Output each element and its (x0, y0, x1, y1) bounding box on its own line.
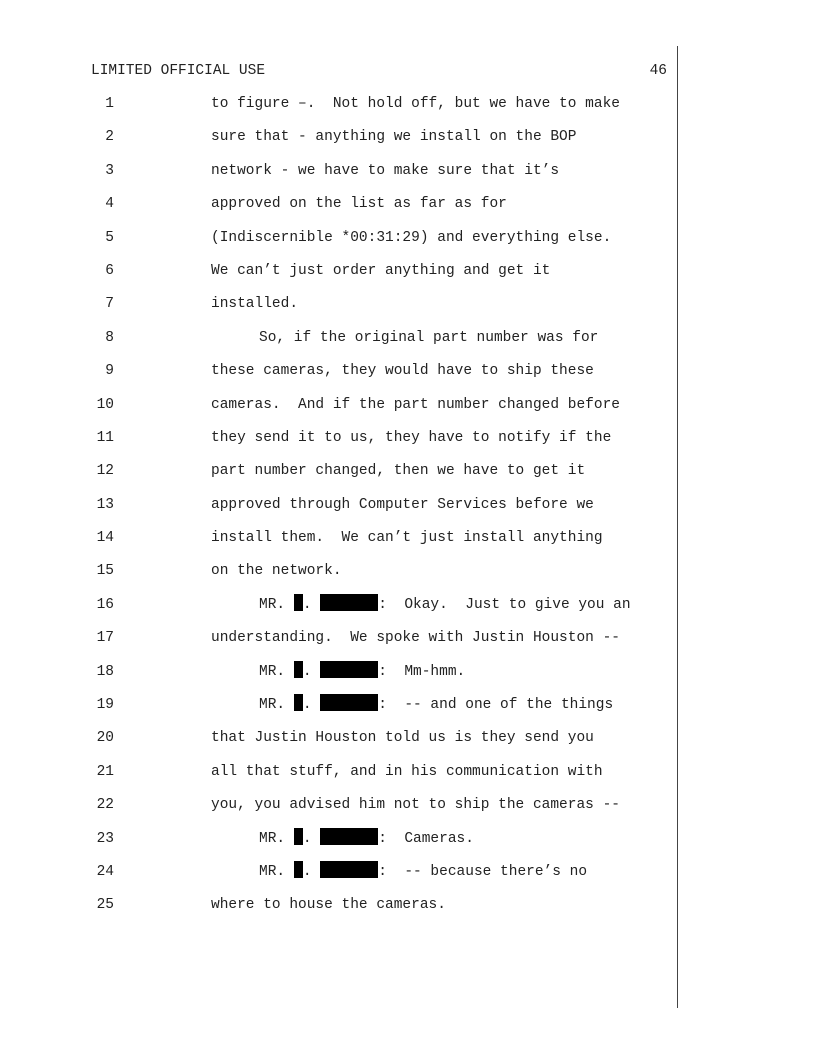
transcript-line (0, 93, 680, 126)
line-text: approved through Computer Services before we (211, 496, 594, 513)
line-text: understanding. We spoke with Justin Houston -- (211, 630, 620, 647)
speaker-line: MR. . : -- because there’s no (259, 861, 587, 883)
transcript-line (0, 460, 680, 493)
line-text: all that stuff, and in his communication with (211, 763, 603, 780)
line-text: Cameras. (404, 830, 474, 847)
line-text: Mm-hmm. (404, 663, 466, 680)
line-number: 18 (96, 663, 114, 680)
transcript-line (0, 527, 680, 560)
line-number: 25 (96, 897, 114, 914)
speaker-line: MR. . : Okay. Just to give you an (259, 594, 631, 616)
line-number: 17 (96, 630, 114, 647)
line-number: 13 (96, 496, 114, 513)
line-number: 21 (96, 763, 114, 780)
speaker-title: MR. (259, 596, 286, 613)
transcript-line (0, 794, 680, 827)
transcript-line (0, 828, 680, 861)
transcript-line (0, 727, 680, 760)
line-text: approved on the list as far as for (211, 196, 507, 213)
line-number: 14 (96, 530, 114, 547)
transcript-line (0, 193, 680, 226)
redaction-bar (320, 594, 378, 611)
line-text: (Indiscernible *00:31:29) and everything else. (211, 229, 612, 246)
line-number: 19 (96, 697, 114, 714)
line-text: where to house the cameras. (211, 897, 446, 914)
transcript-line (0, 227, 680, 260)
line-text: sure that - anything we install on the BOP (211, 129, 577, 146)
line-text: these cameras, they would have to ship these (211, 363, 594, 380)
line-number: 12 (96, 463, 114, 480)
line-number: 7 (105, 296, 114, 313)
redaction-bar (294, 661, 303, 678)
line-number: 8 (105, 329, 114, 346)
redaction-bar (320, 694, 378, 711)
line-text: So, if the original part number was for (259, 329, 599, 346)
line-text: -- because there’s no (404, 863, 588, 880)
line-text: to figure –. Not hold off, but we have to make (211, 96, 620, 112)
line-number: 5 (105, 229, 114, 246)
transcript-line (0, 560, 680, 593)
line-text: on the network. (211, 563, 342, 580)
classification-label: LIMITED OFFICIAL USE (91, 63, 266, 79)
transcript-line (0, 260, 680, 293)
redaction-bar (320, 661, 378, 678)
line-number: 9 (105, 363, 114, 380)
speaker-line: MR. . : -- and one of the things (259, 694, 613, 716)
line-number: 20 (96, 730, 114, 747)
transcript-line (0, 594, 680, 627)
line-number: 23 (96, 830, 114, 847)
transcript-line (0, 126, 680, 159)
line-text: Okay. Just to give you an (404, 596, 631, 613)
transcript-line (0, 293, 680, 326)
line-number: 16 (96, 596, 114, 613)
transcript-body (0, 93, 680, 928)
line-text: install them. We can’t just install anything (211, 530, 603, 547)
page-number: 46 (649, 63, 667, 79)
line-number: 3 (105, 162, 114, 179)
transcript-line (0, 894, 680, 927)
line-text: cameras. And if the part number changed before (211, 396, 620, 413)
transcript-line (0, 427, 680, 460)
page-header (91, 60, 667, 82)
transcript-line (0, 694, 680, 727)
speaker-title: MR. (259, 697, 286, 714)
speaker-line: MR. . : Cameras. (259, 828, 474, 850)
line-text: part number changed, then we have to get it (211, 463, 586, 480)
redaction-bar (294, 594, 303, 611)
transcript-line (0, 627, 680, 660)
line-text: -- and one of the things (404, 697, 614, 714)
transcript-line (0, 327, 680, 360)
line-number: 24 (96, 863, 114, 880)
line-number: 15 (96, 563, 114, 580)
transcript-line (0, 761, 680, 794)
line-number: 11 (96, 429, 114, 446)
line-number: 6 (105, 262, 114, 279)
redaction-bar (294, 694, 303, 711)
line-number: 1 (105, 96, 114, 112)
transcript-line (0, 360, 680, 393)
line-text: they send it to us, they have to notify if the (211, 429, 612, 446)
transcript-line (0, 861, 680, 894)
redaction-bar (294, 828, 303, 845)
line-number: 22 (96, 797, 114, 814)
line-number: 2 (105, 129, 114, 146)
line-text: network - we have to make sure that it’s (211, 162, 560, 179)
line-text: installed. (211, 296, 299, 313)
transcript-line (0, 661, 680, 694)
line-text: you, you advised him not to ship the cameras -- (211, 797, 620, 814)
redaction-bar (294, 861, 303, 878)
line-text: that Justin Houston told us is they send you (211, 730, 594, 747)
speaker-title: MR. (259, 863, 286, 880)
speaker-line: MR. . : Mm-hmm. (259, 661, 465, 683)
transcript-line (0, 160, 680, 193)
line-number: 10 (96, 396, 114, 413)
redaction-bar (320, 828, 378, 845)
speaker-title: MR. (259, 830, 286, 847)
transcript-line (0, 394, 680, 427)
redaction-bar (320, 861, 378, 878)
line-text: We can’t just order anything and get it (211, 262, 551, 279)
line-number: 4 (105, 196, 114, 213)
transcript-line (0, 494, 680, 527)
speaker-title: MR. (259, 663, 286, 680)
